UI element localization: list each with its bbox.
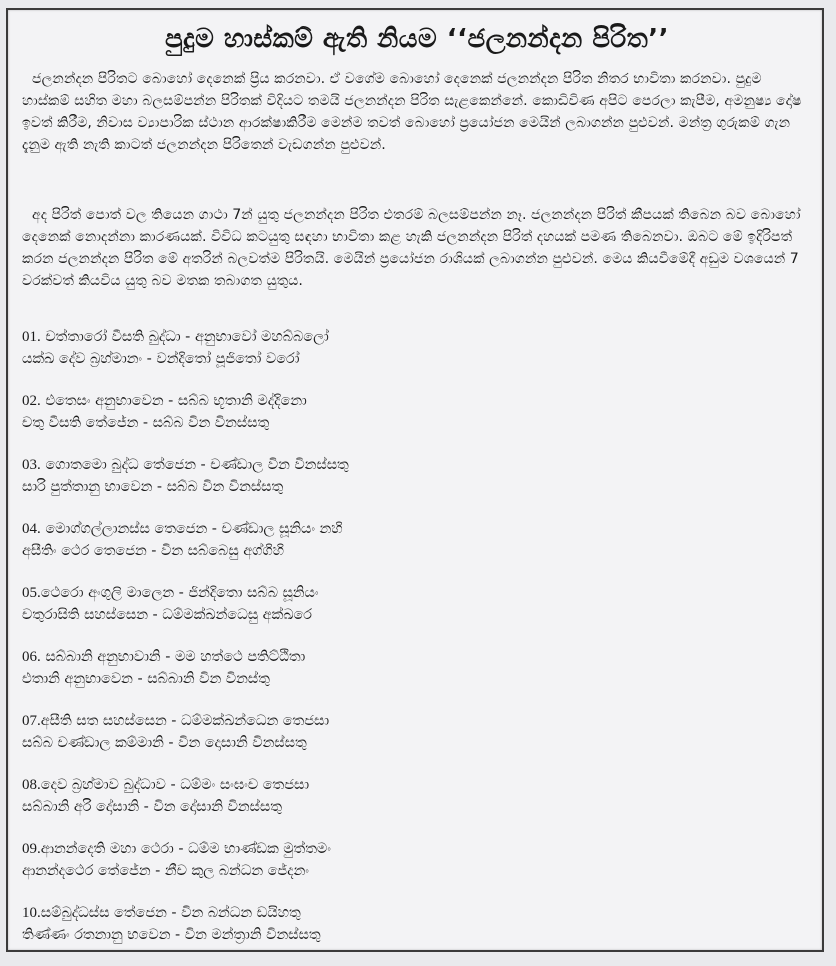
verse-item bbox=[22, 454, 812, 518]
verse-line-2: චතුරාසිති සහස්සෙන - ධම්මක්ඛන්ධෙසු අක්ඛරෙ bbox=[22, 607, 312, 623]
verse-line-1 bbox=[22, 838, 812, 860]
verse-line-1 bbox=[22, 454, 812, 476]
verse-item bbox=[22, 774, 812, 838]
verse-text: ථෙරො අංගුලි මාලෙන - ජින්දිතො සබ්බ සූනියං bbox=[40, 585, 319, 601]
verse-line-1 bbox=[22, 326, 812, 348]
verse-line-2: චතු වීසති තේජේන - සබ්බ වින විනස්සතු bbox=[22, 415, 270, 431]
verse-text: ආනන්දෙති මහා ථෙරා - ධම්ම භාණ්ඩක මුත්තමං bbox=[40, 841, 331, 857]
verse-line-2: ආනන්දථෙර තේජේන - නීච කුල බන්ධන ජේදනං bbox=[22, 863, 309, 879]
verse-line-1 bbox=[22, 774, 812, 796]
verse-number: 05. bbox=[22, 585, 41, 601]
verse-line-2: සබ්බානි අරි දෝසානි - වින දෝසානි විනස්සතු bbox=[22, 799, 282, 815]
verse-line-2: යක්ඛ දේව බ්‍රහ්මානං - වන්දිතෝ පූජිතෝ වරෝ bbox=[22, 351, 300, 367]
verse-text: සම්බුද්ධස්ස තේජෙන - වින බන්ධන ඩයිහතු bbox=[40, 905, 301, 921]
verse-text: දෙව බ්‍රහ්මාව බුද්ධාව - ධම්මං සංඝංච තෙජසා bbox=[40, 777, 310, 793]
verse-number: 06. bbox=[22, 649, 41, 665]
verse-number: 04. bbox=[22, 521, 41, 537]
verse-item bbox=[22, 326, 812, 390]
verse-number: 03. bbox=[22, 457, 41, 473]
verse-number: 02. bbox=[22, 393, 41, 409]
verse-item bbox=[22, 838, 812, 902]
verse-line-2: සබ්බ චණ්ඩාල කම්මානි - වින දොසානි විනස්සතු bbox=[22, 735, 307, 751]
verse-text: සබ්බානි අනුභාවානි - මම හත්ථෙ පතිට්ඨිතා bbox=[40, 649, 306, 665]
verse-item bbox=[22, 902, 812, 966]
verse-item bbox=[22, 710, 812, 774]
verse-text: එතෙසං අනුභාවෙන - සබ්බ භූතානි මද්දිනො bbox=[40, 393, 307, 409]
verse-line-1 bbox=[22, 902, 812, 924]
verse-line-1 bbox=[22, 390, 812, 412]
verse-line-2: සාරි පුත්තානු භාවෙන - සබ්බ වින විනස්සතු bbox=[22, 479, 284, 495]
verse-text: ගොතමො බුද්ධ තේජෙන - චණ්ඩාල වින විනස්සතු bbox=[40, 457, 349, 473]
verse-line-2: තිණ්ණං රතනානු භවෙන - වින මන්ත්‍රානි විනස්සතු bbox=[22, 927, 321, 943]
verse-line-2: එතානි අනුභාවෙන - සබ්බානි වින විනස්තු bbox=[22, 671, 270, 687]
verse-line-1 bbox=[22, 710, 812, 732]
verse-number: 07. bbox=[22, 713, 41, 729]
verse-line-1 bbox=[22, 518, 812, 540]
verse-number: 10. bbox=[22, 905, 41, 921]
verse-item bbox=[22, 646, 812, 710]
verse-list bbox=[22, 326, 812, 966]
verse-text: අසීති සත සහස්සෙන - ධම්මක්ඛන්ධෙන තෙජසා bbox=[40, 713, 330, 729]
document-page bbox=[6, 8, 824, 952]
verse-item bbox=[22, 582, 812, 646]
verse-number: 01. bbox=[22, 329, 41, 345]
verse-item bbox=[22, 390, 812, 454]
verse-line-1 bbox=[22, 646, 812, 668]
verse-text: චත්තාරෝ වීසති බුද්ධා - අනුභාවෝ මහබ්බලෝ bbox=[40, 329, 329, 345]
verse-item bbox=[22, 518, 812, 582]
intro-paragraph: ජලනන්දන පිරිතට බොහෝ දෙනෙක් ප්‍රිය කරනවා. ඒ වගේම බොහෝ දෙනෙක් ජලනන්දන පිරිත නිතර භාවිතා කරනවා. පුදුම හාස්කම් සහිත මහා බලසම්පන්න පිරිතක් විදියට තමයි ජලනන්දන පිරිත සැළකෙන්නේ. කොඩිවිණ අපිට පෙරලා කැපීම, අමනුෂ්‍ය දෝෂ ඉවත් කිරීම, නිවාස ව්‍යාපාරික ස්ථාන ආරක්ෂාකිරීම මෙන්ම තවත් බොහෝ ප්‍රයෝජන මෙයින් ලබාගන්න පුළුවන්. මන්ත්‍ර ගුරුකම් ගැන දැනුම ඇති නැති කාටත් ජලනන්දන පිරිතෙන් වැඩගන්න පුළුවන්. bbox=[22, 71, 802, 153]
description-paragraph: අද පිරිත් පොත් වල තියෙන ගාථා 7න් යුතු ජලනන්දන පිරිත එතරම් බලසම්පන්න නෑ. ජලනන්දන පිරිත් කීපයක් තිබෙන බව බොහෝ දෙනෙක් නොදන්නා කාරණයක්. විවිධ කටයුතු සඳහා භාවිතා කළ හැකි ජලනන්දන පිරිත් දහයක් පමණ තිබෙනවා. ඔබට මේ ඉදිරිපත් කරන ජලනන්දන පිරිත මේ අතරින් බලවත්ම පිරිතයි. මෙයින් ප්‍රයෝජන රාශියක් ලබාගන්න පුළුවන්. මෙය කියවීමේදී අඩුම වශයෙන් 7 වරක්වත් කියවිය යුතු බව මතක තබාගත යුතුය. bbox=[22, 207, 801, 289]
verse-line-1 bbox=[22, 582, 812, 604]
verse-text: මොග්ගල්ලානස්ස තෙජෙන - චණ්ඩාල සූනියං නහි bbox=[40, 521, 343, 537]
verse-number: 09. bbox=[22, 841, 41, 857]
page-title: පුදුම හාස්කම් ඇති නියම ‘‘ජලනන්දන පිරිත’’ bbox=[164, 24, 670, 54]
verse-line-2: අසීතිං ථෙර තෙජෙන - වින සබ්බෙසු අග්ගිහි bbox=[22, 543, 285, 559]
verse-number: 08. bbox=[22, 777, 41, 793]
